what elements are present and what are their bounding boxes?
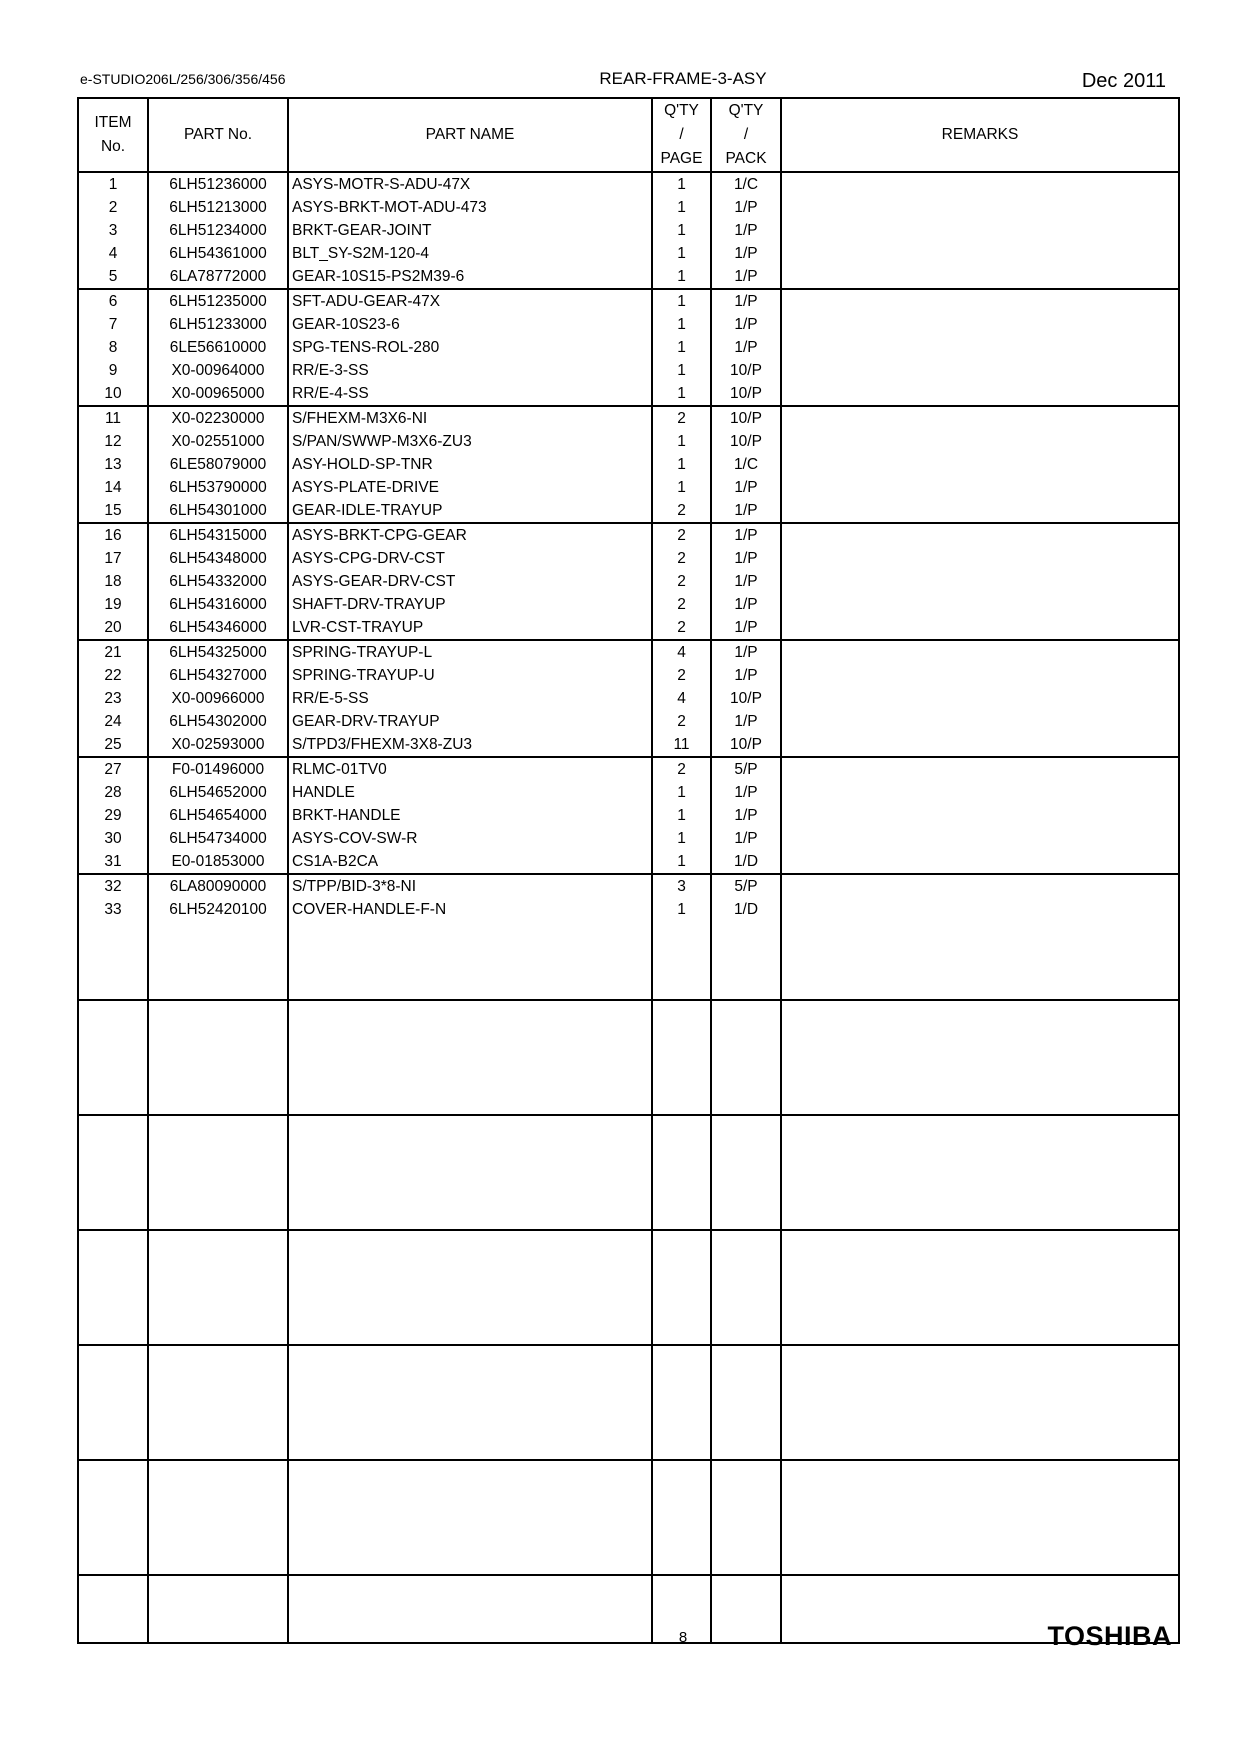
cell-qty-page: 2: [652, 547, 711, 570]
cell-part-no: E0-01853000: [148, 850, 288, 874]
cell-item-no: 1: [78, 172, 148, 196]
cell-item-no: 10: [78, 382, 148, 406]
cell-item-no: 19: [78, 593, 148, 616]
cell-item-no: 32: [78, 874, 148, 898]
cell-remarks: [781, 640, 1179, 664]
cell-empty: [148, 1345, 288, 1460]
cell-qty-pack: 1/P: [711, 289, 781, 313]
cell-qty-page: 1: [652, 196, 711, 219]
cell-part-name: GEAR-IDLE-TRAYUP: [288, 499, 652, 523]
header-qty-pack: Q'TY / PACK: [711, 98, 781, 172]
cell-part-no: 6LH54734000: [148, 827, 288, 850]
table-row: [78, 499, 1179, 523]
cell-item-no: 27: [78, 757, 148, 781]
table-row-empty: [78, 1345, 1179, 1460]
header-part-no: PART No.: [148, 98, 288, 172]
cell-item-no: 16: [78, 523, 148, 547]
cell-remarks: [781, 313, 1179, 336]
cell-part-name: COVER-HANDLE-F-N: [288, 898, 652, 921]
cell-empty: [781, 1230, 1179, 1345]
table-row: [78, 733, 1179, 757]
cell-part-no: X0-02230000: [148, 406, 288, 430]
cell-part-name: ASYS-COV-SW-R: [288, 827, 652, 850]
cell-qty-page: 1: [652, 850, 711, 874]
cell-remarks: [781, 242, 1179, 265]
cell-qty-pack: 1/P: [711, 499, 781, 523]
cell-part-no: 6LA78772000: [148, 265, 288, 289]
cell-part-no: 6LH54652000: [148, 781, 288, 804]
cell-part-no: 6LH54348000: [148, 547, 288, 570]
table-row: [78, 874, 1179, 898]
cell-qty-pack: 1/P: [711, 336, 781, 359]
header-qty-page: Q'TY / PAGE: [652, 98, 711, 172]
cell-part-no: 6LA80090000: [148, 874, 288, 898]
cell-part-no: 6LH54361000: [148, 242, 288, 265]
cell-part-name: SPRING-TRAYUP-L: [288, 640, 652, 664]
table-row: [78, 196, 1179, 219]
table-row-empty: [78, 1115, 1179, 1230]
cell-part-name: S/TPD3/FHEXM-3X8-ZU3: [288, 733, 652, 757]
table-row: [78, 640, 1179, 664]
cell-remarks: [781, 406, 1179, 430]
cell-qty-page: 2: [652, 406, 711, 430]
cell-remarks: [781, 196, 1179, 219]
cell-part-name: CS1A-B2CA: [288, 850, 652, 874]
cell-remarks: [781, 523, 1179, 547]
cell-part-no: 6LH54325000: [148, 640, 288, 664]
cell-part-name: BLT_SY-S2M-120-4: [288, 242, 652, 265]
cell-qty-pack: 1/P: [711, 219, 781, 242]
cell-empty: [78, 1230, 148, 1345]
cell-item-no: 4: [78, 242, 148, 265]
cell-qty-pack: 1/P: [711, 804, 781, 827]
cell-part-no: 6LH53790000: [148, 476, 288, 499]
cell-qty-page: 2: [652, 523, 711, 547]
cell-qty-page: 2: [652, 757, 711, 781]
table-row-empty: [78, 1460, 1179, 1575]
cell-part-no: 6LH54327000: [148, 664, 288, 687]
table-row: [78, 359, 1179, 382]
cell-remarks: [781, 430, 1179, 453]
cell-remarks: [781, 804, 1179, 827]
cell-empty: [288, 1000, 652, 1115]
cell-part-no: X0-02551000: [148, 430, 288, 453]
cell-qty-pack: 1/P: [711, 664, 781, 687]
cell-remarks: [781, 710, 1179, 733]
cell-qty-page: 1: [652, 804, 711, 827]
cell-empty: [652, 921, 711, 1000]
cell-item-no: 7: [78, 313, 148, 336]
cell-item-no: 22: [78, 664, 148, 687]
table-row: [78, 289, 1179, 313]
cell-remarks: [781, 616, 1179, 640]
cell-qty-pack: 10/P: [711, 382, 781, 406]
cell-part-name: RR/E-5-SS: [288, 687, 652, 710]
cell-part-name: GEAR-10S23-6: [288, 313, 652, 336]
cell-item-no: 24: [78, 710, 148, 733]
cell-part-no: F0-01496000: [148, 757, 288, 781]
cell-qty-pack: 10/P: [711, 733, 781, 757]
cell-part-name: ASYS-CPG-DRV-CST: [288, 547, 652, 570]
cell-empty: [78, 1115, 148, 1230]
cell-part-name: GEAR-10S15-PS2M39-6: [288, 265, 652, 289]
cell-part-no: 6LH54301000: [148, 499, 288, 523]
table-row: [78, 804, 1179, 827]
table-row: [78, 219, 1179, 242]
cell-qty-pack: 1/P: [711, 476, 781, 499]
cell-remarks: [781, 757, 1179, 781]
cell-qty-page: 1: [652, 382, 711, 406]
cell-part-name: ASYS-PLATE-DRIVE: [288, 476, 652, 499]
cell-empty: [652, 1230, 711, 1345]
cell-empty: [711, 921, 781, 1000]
cell-empty: [78, 1345, 148, 1460]
table-row: [78, 593, 1179, 616]
cell-remarks: [781, 850, 1179, 874]
cell-part-no: X0-00964000: [148, 359, 288, 382]
table-row: [78, 453, 1179, 476]
cell-part-name: BRKT-GEAR-JOINT: [288, 219, 652, 242]
document-date: Dec 2011: [1081, 70, 1166, 92]
cell-qty-page: 2: [652, 570, 711, 593]
cell-qty-pack: 10/P: [711, 430, 781, 453]
cell-remarks: [781, 570, 1179, 593]
cell-part-name: HANDLE: [288, 781, 652, 804]
cell-part-no: X0-00965000: [148, 382, 288, 406]
cell-part-name: SPG-TENS-ROL-280: [288, 336, 652, 359]
cell-qty-pack: 1/P: [711, 593, 781, 616]
cell-item-no: 18: [78, 570, 148, 593]
cell-qty-page: 2: [652, 616, 711, 640]
cell-item-no: 5: [78, 265, 148, 289]
cell-qty-page: 4: [652, 687, 711, 710]
cell-part-no: 6LH54302000: [148, 710, 288, 733]
cell-remarks: [781, 265, 1179, 289]
table-row: [78, 664, 1179, 687]
table-row-empty: [78, 921, 1179, 1000]
cell-item-no: 15: [78, 499, 148, 523]
cell-part-no: 6LH54346000: [148, 616, 288, 640]
cell-empty: [288, 921, 652, 1000]
cell-part-no: 6LH54332000: [148, 570, 288, 593]
cell-part-no: 6LE56610000: [148, 336, 288, 359]
cell-qty-page: 2: [652, 710, 711, 733]
header-part-name: PART NAME: [288, 98, 652, 172]
table-row: [78, 757, 1179, 781]
cell-part-no: 6LH54654000: [148, 804, 288, 827]
table-row: [78, 547, 1179, 570]
cell-part-name: BRKT-HANDLE: [288, 804, 652, 827]
cell-qty-pack: 1/P: [711, 313, 781, 336]
cell-part-no: 6LH52420100: [148, 898, 288, 921]
table-row: [78, 710, 1179, 733]
table-row: [78, 523, 1179, 547]
table-row: [78, 781, 1179, 804]
cell-qty-pack: 1/P: [711, 827, 781, 850]
table-row: [78, 476, 1179, 499]
cell-empty: [288, 1115, 652, 1230]
cell-item-no: 21: [78, 640, 148, 664]
cell-part-name: ASYS-BRKT-CPG-GEAR: [288, 523, 652, 547]
cell-empty: [652, 1345, 711, 1460]
page-number: 8: [678, 1629, 688, 1646]
cell-remarks: [781, 827, 1179, 850]
cell-empty: [781, 1460, 1179, 1575]
cell-remarks: [781, 687, 1179, 710]
cell-part-name: GEAR-DRV-TRAYUP: [288, 710, 652, 733]
cell-empty: [78, 1000, 148, 1115]
cell-qty-page: 2: [652, 593, 711, 616]
cell-item-no: 33: [78, 898, 148, 921]
cell-empty: [78, 1460, 148, 1575]
cell-empty: [288, 1230, 652, 1345]
cell-remarks: [781, 593, 1179, 616]
table-row-empty: [78, 1230, 1179, 1345]
table-row: [78, 850, 1179, 874]
cell-remarks: [781, 476, 1179, 499]
cell-part-name: SPRING-TRAYUP-U: [288, 664, 652, 687]
cell-remarks: [781, 219, 1179, 242]
cell-qty-page: 1: [652, 453, 711, 476]
cell-item-no: 14: [78, 476, 148, 499]
cell-remarks: [781, 382, 1179, 406]
cell-qty-pack: 1/C: [711, 172, 781, 196]
table-row: [78, 616, 1179, 640]
cell-item-no: 29: [78, 804, 148, 827]
cell-part-no: 6LH51213000: [148, 196, 288, 219]
cell-empty: [652, 1460, 711, 1575]
parts-list-table: [77, 97, 1180, 1624]
cell-qty-pack: 1/P: [711, 242, 781, 265]
cell-item-no: 2: [78, 196, 148, 219]
cell-empty: [148, 1460, 288, 1575]
cell-part-no: 6LH51234000: [148, 219, 288, 242]
cell-part-name: RLMC-01TV0: [288, 757, 652, 781]
table-row: [78, 313, 1179, 336]
cell-qty-page: 2: [652, 664, 711, 687]
table-row: [78, 172, 1179, 196]
cell-part-no: 6LH54315000: [148, 523, 288, 547]
cell-qty-page: 1: [652, 781, 711, 804]
cell-item-no: 31: [78, 850, 148, 874]
cell-qty-pack: 1/P: [711, 781, 781, 804]
table-row: [78, 430, 1179, 453]
cell-remarks: [781, 359, 1179, 382]
cell-qty-page: 1: [652, 265, 711, 289]
table-header-row: [78, 98, 1179, 172]
cell-part-name: ASYS-BRKT-MOT-ADU-473: [288, 196, 652, 219]
document-model: e-STUDIO206L/256/306/356/456: [80, 71, 286, 87]
table-row: [78, 242, 1179, 265]
cell-empty: [711, 1115, 781, 1230]
table-row: [78, 406, 1179, 430]
cell-part-name: ASYS-GEAR-DRV-CST: [288, 570, 652, 593]
cell-part-name: SFT-ADU-GEAR-47X: [288, 289, 652, 313]
cell-item-no: 11: [78, 406, 148, 430]
cell-item-no: 9: [78, 359, 148, 382]
cell-item-no: 8: [78, 336, 148, 359]
cell-qty-page: 11: [652, 733, 711, 757]
cell-item-no: 12: [78, 430, 148, 453]
cell-item-no: 30: [78, 827, 148, 850]
document-title: REAR-FRAME-3-ASY: [599, 69, 767, 88]
cell-qty-page: 1: [652, 430, 711, 453]
cell-qty-pack: 10/P: [711, 687, 781, 710]
cell-qty-page: 1: [652, 359, 711, 382]
cell-qty-pack: 1/P: [711, 196, 781, 219]
cell-remarks: [781, 289, 1179, 313]
cell-remarks: [781, 874, 1179, 898]
cell-qty-page: 2: [652, 499, 711, 523]
cell-part-no: 6LH51235000: [148, 289, 288, 313]
table-row: [78, 570, 1179, 593]
cell-remarks: [781, 453, 1179, 476]
cell-qty-page: 1: [652, 289, 711, 313]
cell-item-no: 23: [78, 687, 148, 710]
cell-remarks: [781, 172, 1179, 196]
cell-part-name: S/PAN/SWWP-M3X6-ZU3: [288, 430, 652, 453]
cell-part-name: ASY-HOLD-SP-TNR: [288, 453, 652, 476]
cell-qty-pack: 1/C: [711, 453, 781, 476]
header-item-no: ITEM No.: [78, 98, 148, 172]
cell-qty-pack: 5/P: [711, 757, 781, 781]
cell-part-name: S/TPP/BID-3*8-NI: [288, 874, 652, 898]
cell-empty: [652, 1115, 711, 1230]
cell-item-no: 6: [78, 289, 148, 313]
cell-part-name: SHAFT-DRV-TRAYUP: [288, 593, 652, 616]
cell-qty-pack: 5/P: [711, 874, 781, 898]
header-remarks: REMARKS: [781, 98, 1179, 172]
cell-remarks: [781, 499, 1179, 523]
cell-empty: [148, 1115, 288, 1230]
cell-remarks: [781, 547, 1179, 570]
table-row: [78, 827, 1179, 850]
cell-qty-pack: 1/P: [711, 640, 781, 664]
cell-qty-page: 1: [652, 476, 711, 499]
cell-part-name: ASYS-MOTR-S-ADU-47X: [288, 172, 652, 196]
cell-empty: [652, 1000, 711, 1115]
cell-qty-pack: 10/P: [711, 359, 781, 382]
cell-part-name: RR/E-4-SS: [288, 382, 652, 406]
cell-empty: [288, 1460, 652, 1575]
cell-qty-pack: 1/P: [711, 265, 781, 289]
cell-qty-pack: 1/D: [711, 898, 781, 921]
cell-part-no: 6LH51236000: [148, 172, 288, 196]
cell-empty: [288, 1345, 652, 1460]
cell-qty-page: 1: [652, 242, 711, 265]
cell-qty-pack: 1/P: [711, 547, 781, 570]
cell-part-name: S/FHEXM-M3X6-NI: [288, 406, 652, 430]
cell-empty: [148, 921, 288, 1000]
cell-empty: [148, 1230, 288, 1345]
cell-part-no: 6LH51233000: [148, 313, 288, 336]
cell-empty: [711, 1345, 781, 1460]
cell-empty: [711, 1230, 781, 1345]
cell-qty-page: 1: [652, 336, 711, 359]
cell-qty-page: 1: [652, 827, 711, 850]
table-row: [78, 898, 1179, 921]
cell-empty: [781, 1115, 1179, 1230]
cell-item-no: 13: [78, 453, 148, 476]
cell-part-no: 6LE58079000: [148, 453, 288, 476]
cell-qty-page: 1: [652, 898, 711, 921]
cell-empty: [148, 1000, 288, 1115]
cell-qty-page: 1: [652, 313, 711, 336]
cell-empty: [711, 1000, 781, 1115]
table-row: [78, 687, 1179, 710]
cell-part-name: RR/E-3-SS: [288, 359, 652, 382]
cell-remarks: [781, 898, 1179, 921]
table-row-empty: [78, 1000, 1179, 1115]
table-body: [78, 172, 1179, 1643]
brand-logo: TOSHIBA: [1047, 1621, 1172, 1651]
cell-qty-pack: 1/P: [711, 523, 781, 547]
cell-remarks: [781, 664, 1179, 687]
cell-qty-page: 4: [652, 640, 711, 664]
cell-qty-pack: 1/D: [711, 850, 781, 874]
cell-remarks: [781, 781, 1179, 804]
cell-part-no: 6LH54316000: [148, 593, 288, 616]
cell-empty: [78, 921, 148, 1000]
cell-item-no: 3: [78, 219, 148, 242]
cell-qty-page: 3: [652, 874, 711, 898]
cell-empty: [781, 1000, 1179, 1115]
cell-qty-pack: 1/P: [711, 570, 781, 593]
table-row: [78, 265, 1179, 289]
cell-item-no: 25: [78, 733, 148, 757]
table-row: [78, 382, 1179, 406]
cell-qty-page: 1: [652, 172, 711, 196]
cell-item-no: 17: [78, 547, 148, 570]
table-row: [78, 336, 1179, 359]
cell-item-no: 28: [78, 781, 148, 804]
cell-qty-pack: 1/P: [711, 710, 781, 733]
cell-item-no: 20: [78, 616, 148, 640]
cell-qty-page: 1: [652, 219, 711, 242]
cell-empty: [781, 921, 1179, 1000]
cell-qty-pack: 1/P: [711, 616, 781, 640]
cell-empty: [711, 1460, 781, 1575]
cell-qty-pack: 10/P: [711, 406, 781, 430]
cell-remarks: [781, 336, 1179, 359]
cell-part-no: X0-00966000: [148, 687, 288, 710]
cell-part-no: X0-02593000: [148, 733, 288, 757]
cell-empty: [781, 1345, 1179, 1460]
cell-remarks: [781, 733, 1179, 757]
cell-part-name: LVR-CST-TRAYUP: [288, 616, 652, 640]
